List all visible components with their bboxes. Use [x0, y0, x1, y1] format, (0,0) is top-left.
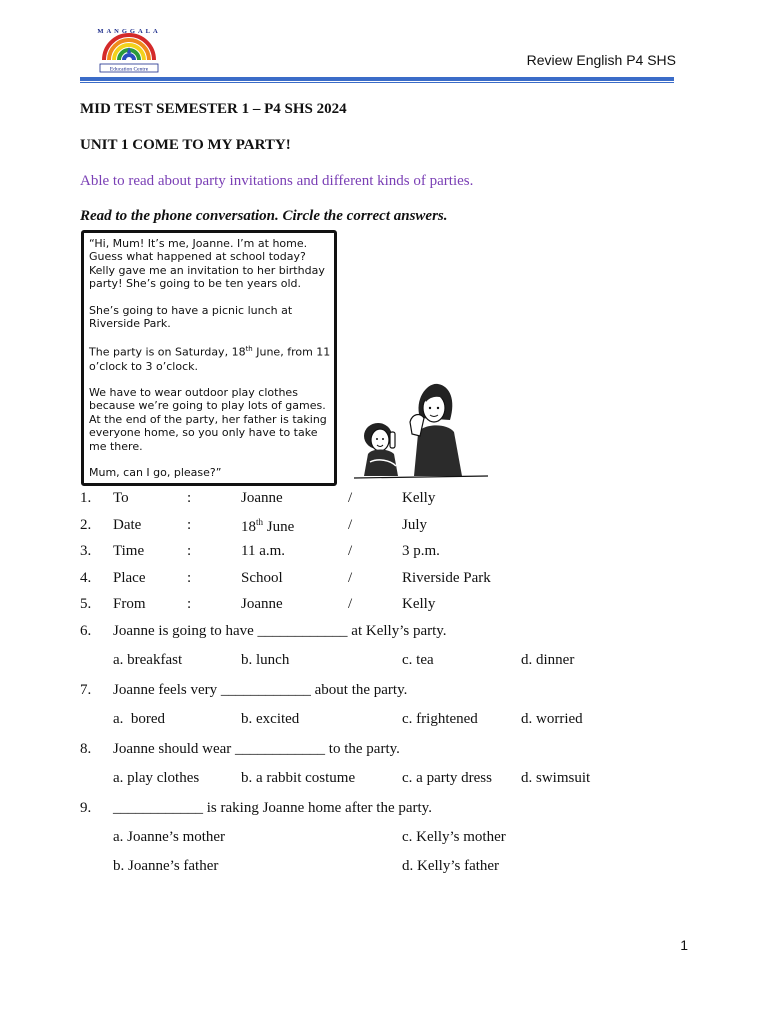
svg-text:Education Centre: Education Centre: [109, 66, 149, 73]
header-divider-thin: [80, 82, 674, 83]
question: 8. Joanne should wear ____________ to the party.: [80, 741, 400, 757]
choice-option[interactable]: Joanne: [241, 596, 283, 612]
choice-option[interactable]: a. play clothes: [113, 770, 200, 786]
field-label: Date: [113, 517, 142, 533]
field-label: Place: [113, 570, 146, 586]
question-text: Joanne feels very ____________ about the party.: [113, 682, 408, 698]
choice-option[interactable]: d. Kelly’s father: [402, 858, 500, 874]
choice-option[interactable]: a. bored: [113, 711, 166, 727]
story-paragraph: We have to wear outdoor play clothes because we’re going to play lots of games. At the end of the party, her father is taking everyone home, so you only have to take me there.: [89, 385, 327, 453]
choice-option[interactable]: School: [241, 570, 283, 586]
choice-option[interactable]: c. Kelly’s mother: [402, 829, 506, 845]
answer-row: 4. Place : School / Riverside Park: [80, 570, 491, 586]
choice-option[interactable]: Riverside Park: [402, 570, 491, 586]
choice-option[interactable]: d. worried: [521, 711, 583, 727]
choice-option[interactable]: d. swimsuit: [521, 770, 591, 786]
page-number: 1: [680, 937, 688, 953]
phone-call-illustration: [350, 378, 490, 482]
question-text: ____________ is raking Joanne home after the party.: [113, 800, 432, 816]
question-text: Joanne should wear ____________ to the party.: [113, 741, 400, 757]
choice-option[interactable]: d. dinner: [521, 652, 575, 668]
learning-objective: Able to read about party invitations and different kinds of parties.: [80, 173, 474, 189]
unit-title: UNIT 1 COME TO MY PARTY!: [80, 137, 291, 153]
phone-conversation-box: [81, 230, 337, 486]
question-options: [0, 652, 768, 672]
answer-row: 5. From : Joanne / Kelly: [80, 596, 436, 612]
question-options: [0, 829, 768, 849]
test-heading: MID TEST SEMESTER 1 – P4 SHS 2024: [80, 101, 347, 117]
header-title: Review English P4 SHS: [526, 52, 676, 68]
field-label: To: [113, 490, 129, 506]
question-options: [0, 858, 768, 878]
choice-option[interactable]: July: [402, 517, 428, 533]
answer-row: 3. Time : 11 a.m. / 3 p.m.: [80, 543, 440, 559]
question-options: [0, 770, 768, 790]
svg-text:MANGGALA: MANGGALA: [97, 28, 161, 35]
header-divider: [80, 77, 674, 81]
choice-option[interactable]: b. a rabbit costume: [241, 770, 356, 786]
choice-option[interactable]: 3 p.m.: [402, 543, 440, 559]
story-paragraph: She’s going to have a picnic lunch at Riverside Park.: [89, 303, 293, 331]
choice-option[interactable]: 18th June: [241, 517, 295, 535]
choice-option[interactable]: b. excited: [241, 711, 300, 727]
choice-option[interactable]: c. frightened: [402, 711, 478, 727]
question: 6. Joanne is going to have ____________ at Kelly’s party.: [80, 623, 447, 639]
story-paragraph: The party is on Saturday, 18th June, from 11 o’clock to 3 o’clock.: [89, 345, 331, 373]
question-text: Joanne is going to have ____________ at Kelly’s party.: [113, 623, 447, 639]
question-options: [0, 711, 768, 731]
choice-option[interactable]: a. breakfast: [113, 652, 183, 668]
field-label: From: [113, 596, 146, 612]
choice-option[interactable]: a. Joanne’s mother: [113, 829, 226, 845]
answer-row: 2. Date : 18th June / July: [80, 517, 428, 535]
choice-option[interactable]: b. lunch: [241, 652, 290, 668]
choice-option[interactable]: c. a party dress: [402, 770, 492, 786]
question: 9. ____________ is raking Joanne home after the party.: [80, 800, 432, 816]
choice-option[interactable]: Kelly: [402, 596, 436, 612]
story-paragraph: Mum, can I go, please?”: [89, 465, 222, 479]
instruction: Read to the phone conversation. Circle the correct answers.: [80, 208, 448, 224]
question: 7. Joanne feels very ____________ about the party.: [80, 682, 408, 698]
story-paragraph: “Hi, Mum! It’s me, Joanne. I’m at home. Guess what happened at school today? Kelly gave me an invitation to her birthday party! She’s going to be ten years old.: [89, 237, 325, 291]
field-label: Time: [113, 543, 145, 559]
choice-option[interactable]: b. Joanne’s father: [113, 858, 219, 874]
choice-option[interactable]: Joanne: [241, 490, 283, 506]
choice-option[interactable]: Kelly: [402, 490, 436, 506]
choice-option[interactable]: 11 a.m.: [241, 543, 286, 559]
logo: [80, 20, 178, 76]
choice-option[interactable]: c. tea: [402, 652, 434, 668]
answer-row: 1. To : Joanne / Kelly: [80, 490, 436, 506]
